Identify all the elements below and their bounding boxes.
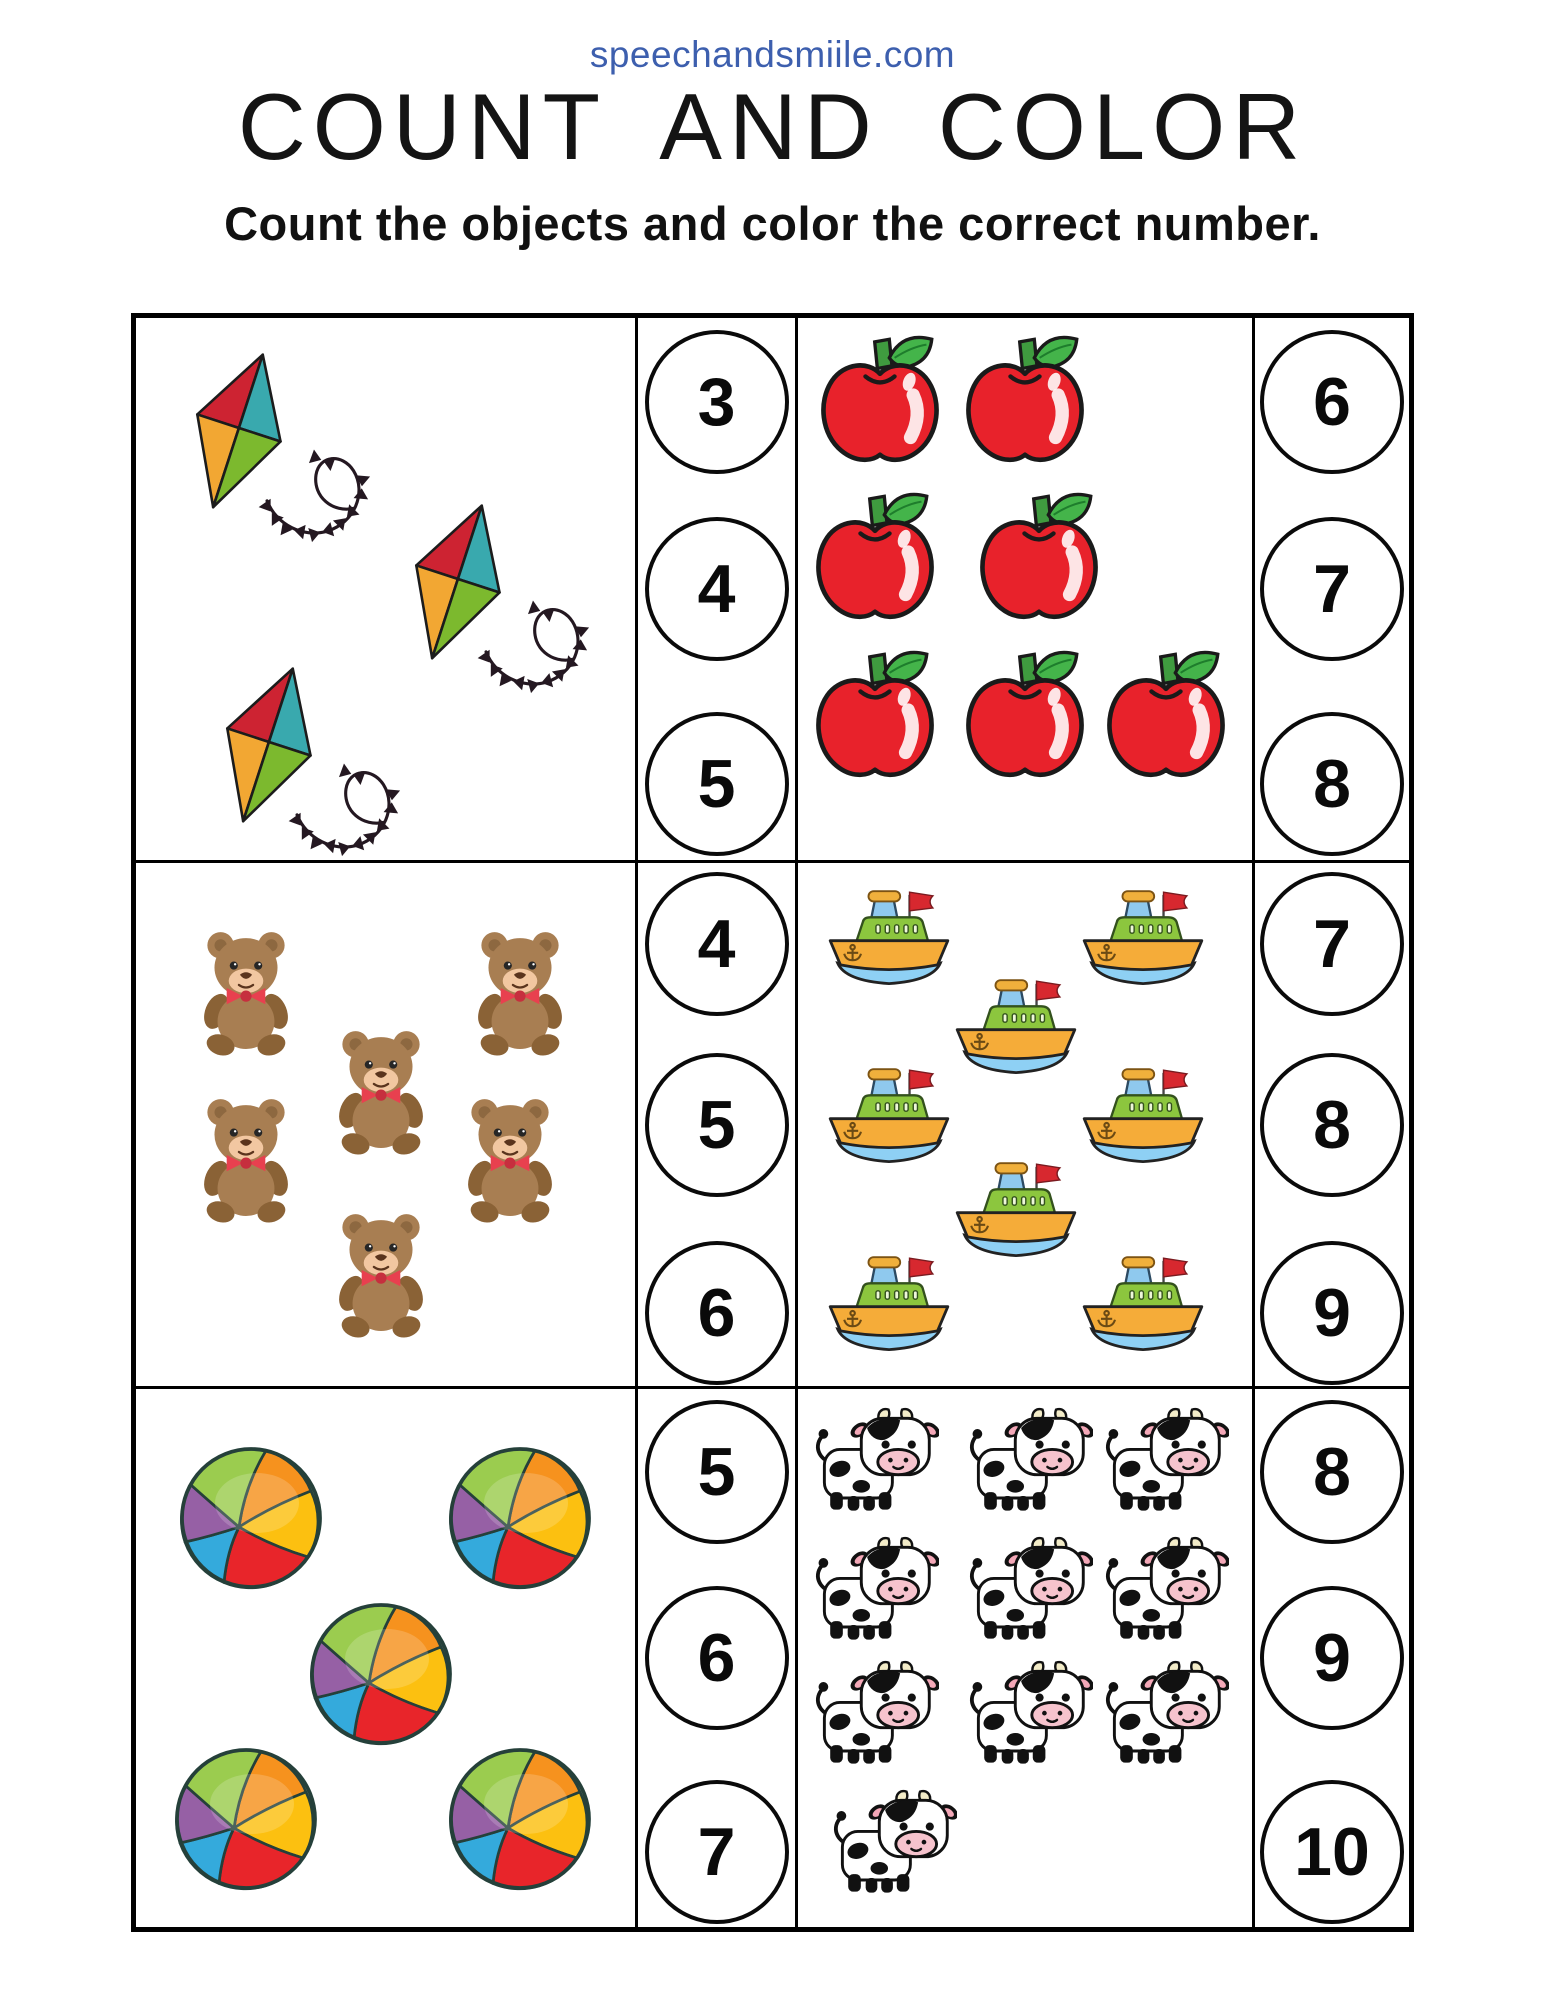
apple-illustration [807, 326, 953, 472]
beach-ball-illustration [306, 1599, 456, 1749]
picture-cell-boat [798, 863, 1255, 1389]
boat-illustration [819, 1250, 959, 1355]
picture-cell-apple [798, 318, 1255, 863]
picture-cell-teddy-bear [136, 863, 638, 1389]
number-circle-8-apple[interactable]: 8 [1260, 712, 1404, 856]
cow-illustration [821, 1787, 957, 1906]
beach-ball-illustration [171, 1744, 321, 1894]
apple-illustration [802, 483, 948, 629]
kite-illustration [166, 334, 416, 574]
number-circle-8-cow[interactable]: 8 [1260, 1400, 1404, 1544]
teddy-bear-illustration [320, 1204, 442, 1338]
kite-illustration [196, 648, 446, 863]
number-circle-4-kite[interactable]: 4 [645, 517, 789, 661]
picture-cell-cow [798, 1389, 1255, 1927]
picture-cell-beach-ball [136, 1389, 638, 1927]
cow-illustration [1093, 1658, 1229, 1777]
cow-illustration [957, 1658, 1093, 1777]
options-cell-teddy-bear [638, 863, 798, 1389]
boat-illustration [1073, 1250, 1213, 1355]
teddy-bear-illustration [459, 921, 581, 1055]
cow-illustration [1093, 1534, 1229, 1653]
options-cell-cow [1255, 1389, 1409, 1927]
number-circle-10-cow[interactable]: 10 [1260, 1780, 1404, 1924]
options-cell-apple [1255, 318, 1409, 863]
boat-illustration [819, 1062, 959, 1167]
number-circle-6-teddy-bear[interactable]: 6 [645, 1241, 789, 1385]
beach-ball-illustration [445, 1744, 595, 1894]
cow-illustration [803, 1658, 939, 1777]
site-url: speechandsmiile.com [589, 34, 956, 75]
options-cell-beach-ball [638, 1389, 798, 1927]
teddy-bear-illustration [449, 1089, 571, 1223]
number-circle-5-teddy-bear[interactable]: 5 [645, 1053, 789, 1197]
page-title: COUNT AND COLOR [237, 74, 1308, 179]
teddy-bear-illustration [320, 1021, 442, 1155]
cow-illustration [803, 1534, 939, 1653]
beach-ball-illustration [445, 1443, 595, 1593]
boat-illustration [946, 973, 1086, 1078]
boat-illustration [1073, 884, 1213, 989]
number-circle-9-cow[interactable]: 9 [1260, 1586, 1404, 1730]
picture-cell-kite [136, 318, 638, 863]
apple-illustration [1093, 641, 1239, 787]
number-circle-7-boat[interactable]: 7 [1260, 872, 1404, 1016]
number-circle-6-apple[interactable]: 6 [1260, 330, 1404, 474]
number-circle-7-apple[interactable]: 7 [1260, 517, 1404, 661]
teddy-bear-illustration [185, 1089, 307, 1223]
number-circle-4-teddy-bear[interactable]: 4 [645, 872, 789, 1016]
number-circle-8-boat[interactable]: 8 [1260, 1053, 1404, 1197]
cow-illustration [957, 1534, 1093, 1653]
number-circle-5-kite[interactable]: 5 [645, 712, 789, 856]
number-circle-6-beach-ball[interactable]: 6 [645, 1586, 789, 1730]
boat-illustration [819, 884, 959, 989]
number-circle-9-boat[interactable]: 9 [1260, 1241, 1404, 1385]
options-cell-boat [1255, 863, 1409, 1389]
apple-illustration [952, 641, 1098, 787]
number-circle-7-beach-ball[interactable]: 7 [645, 1780, 789, 1924]
number-circle-5-beach-ball[interactable]: 5 [645, 1400, 789, 1544]
cow-illustration [1093, 1405, 1229, 1524]
options-cell-kite [638, 318, 798, 863]
beach-ball-illustration [176, 1443, 326, 1593]
apple-illustration [952, 326, 1098, 472]
apple-illustration [802, 641, 948, 787]
boat-illustration [946, 1156, 1086, 1261]
boat-illustration [1073, 1062, 1213, 1167]
cow-illustration [957, 1405, 1093, 1524]
instructions-text: Count the objects and color the correct number. [224, 197, 1321, 250]
number-circle-3-kite[interactable]: 3 [645, 330, 789, 474]
teddy-bear-illustration [185, 921, 307, 1055]
apple-illustration [966, 483, 1112, 629]
cow-illustration [803, 1405, 939, 1524]
worksheet-grid [131, 313, 1414, 1932]
